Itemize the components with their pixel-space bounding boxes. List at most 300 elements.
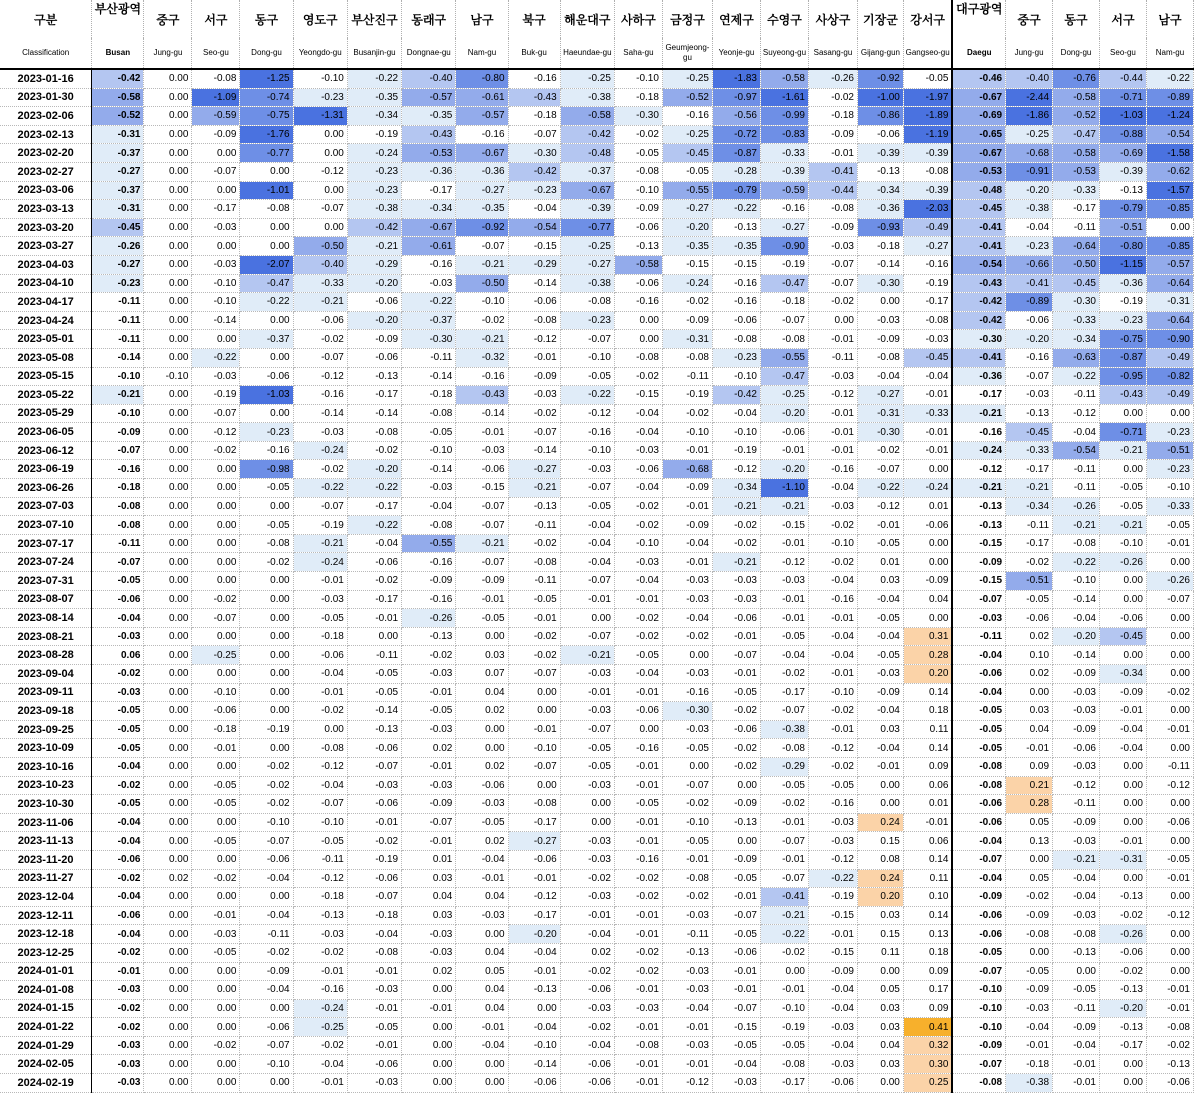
value-cell: -0.10 xyxy=(402,441,456,460)
value-cell: -0.09 xyxy=(952,1036,1005,1055)
value-cell: 0.00 xyxy=(1053,962,1100,981)
value-cell: -0.47 xyxy=(1053,125,1100,144)
value-cell: -0.13 xyxy=(1099,181,1146,200)
value-cell: 0.00 xyxy=(1146,888,1193,907)
value-cell: -0.12 xyxy=(192,423,240,442)
value-cell: -0.50 xyxy=(293,237,347,256)
value-cell: -0.12 xyxy=(293,162,347,181)
value-cell: 0.00 xyxy=(456,720,508,739)
table-row xyxy=(0,330,1194,349)
table-row xyxy=(0,906,1194,925)
date-cell: 2024-01-01 xyxy=(0,962,92,981)
value-cell: -0.02 xyxy=(560,1018,614,1037)
value-cell: -0.63 xyxy=(1053,348,1100,367)
value-cell: -0.10 xyxy=(614,69,662,88)
value-cell: -0.13 xyxy=(1099,1018,1146,1037)
value-cell: -0.06 xyxy=(614,460,662,479)
date-cell: 2023-04-10 xyxy=(0,274,92,293)
value-cell: -0.13 xyxy=(1146,1055,1193,1074)
value-cell: -0.02 xyxy=(293,702,347,721)
value-cell: -0.05 xyxy=(92,739,144,758)
value-cell: -0.01 xyxy=(347,1036,401,1055)
value-cell: -0.22 xyxy=(857,479,903,498)
value-cell: 0.00 xyxy=(144,572,192,591)
table-row xyxy=(0,1018,1194,1037)
value-cell: -0.19 xyxy=(760,1018,808,1037)
value-cell: 0.00 xyxy=(402,1055,456,1074)
value-cell: -0.12 xyxy=(560,404,614,423)
value-cell: 0.00 xyxy=(192,330,240,349)
value-cell: 0.00 xyxy=(1146,218,1193,237)
value-cell: -0.06 xyxy=(456,776,508,795)
table-row xyxy=(0,181,1194,200)
date-cell: 2023-10-16 xyxy=(0,757,92,776)
value-cell: -0.02 xyxy=(760,665,808,684)
value-cell: -0.04 xyxy=(903,367,952,386)
table-row xyxy=(0,534,1194,553)
value-cell: -0.07 xyxy=(293,795,347,814)
value-cell: -0.64 xyxy=(1146,311,1193,330)
value-cell: -0.01 xyxy=(712,888,760,907)
value-cell: -0.14 xyxy=(508,274,560,293)
value-cell: -0.05 xyxy=(662,739,712,758)
value-cell: -0.01 xyxy=(808,441,857,460)
value-cell: -0.18 xyxy=(293,627,347,646)
value-cell: 0.02 xyxy=(456,832,508,851)
value-cell: -0.19 xyxy=(903,274,952,293)
value-cell: -0.47 xyxy=(760,274,808,293)
value-cell: -0.76 xyxy=(1053,69,1100,88)
value-cell: 0.41 xyxy=(903,1018,952,1037)
value-cell: -0.54 xyxy=(1053,441,1100,460)
value-cell: -0.05 xyxy=(1099,497,1146,516)
table-row xyxy=(0,757,1194,776)
value-cell: -0.06 xyxy=(347,553,401,572)
value-cell: -0.92 xyxy=(456,218,508,237)
value-cell: -0.03 xyxy=(712,1074,760,1093)
table-row xyxy=(0,69,1194,88)
value-cell: -0.18 xyxy=(347,906,401,925)
value-cell: -0.03 xyxy=(560,702,614,721)
value-cell: 0.08 xyxy=(857,850,903,869)
value-cell: -0.67 xyxy=(952,144,1005,163)
value-cell: -0.15 xyxy=(614,386,662,405)
table-row xyxy=(0,293,1194,312)
value-cell: -0.07 xyxy=(952,850,1005,869)
value-cell: -1.89 xyxy=(903,107,952,126)
value-cell: -0.03 xyxy=(808,832,857,851)
date-cell: 2023-11-13 xyxy=(0,832,92,851)
value-cell: 0.00 xyxy=(192,181,240,200)
value-cell: 0.00 xyxy=(144,534,192,553)
value-cell: -0.04 xyxy=(614,572,662,591)
value-cell: -0.05 xyxy=(293,832,347,851)
value-cell: -0.01 xyxy=(402,757,456,776)
value-cell: -0.05 xyxy=(240,479,293,498)
value-cell: -1.00 xyxy=(857,88,903,107)
value-cell: -0.21 xyxy=(1006,479,1053,498)
value-cell: -0.01 xyxy=(903,441,952,460)
value-cell: 0.00 xyxy=(402,1074,456,1093)
value-cell: -0.85 xyxy=(1146,237,1193,256)
value-cell: -0.10 xyxy=(808,534,857,553)
value-cell: 0.00 xyxy=(144,88,192,107)
value-cell: 0.00 xyxy=(456,1055,508,1074)
value-cell: -0.07 xyxy=(560,572,614,591)
value-cell: -0.03 xyxy=(1053,906,1100,925)
value-cell: -1.76 xyxy=(240,125,293,144)
value-cell: -0.33 xyxy=(1053,181,1100,200)
date-cell: 2023-06-05 xyxy=(0,423,92,442)
value-cell: -0.03 xyxy=(857,665,903,684)
value-cell: -0.07 xyxy=(1146,590,1193,609)
value-cell: -0.18 xyxy=(92,479,144,498)
value-cell: -0.09 xyxy=(1099,683,1146,702)
value-cell: -0.23 xyxy=(293,88,347,107)
value-cell: -0.10 xyxy=(456,293,508,312)
value-cell: -0.01 xyxy=(808,423,857,442)
value-cell: -0.02 xyxy=(192,441,240,460)
value-cell: -0.79 xyxy=(1099,200,1146,219)
value-cell: -0.14 xyxy=(402,367,456,386)
value-cell: -1.83 xyxy=(712,69,760,88)
value-cell: 0.00 xyxy=(240,590,293,609)
value-cell: -0.03 xyxy=(1053,832,1100,851)
value-cell: -0.65 xyxy=(952,125,1005,144)
table-row xyxy=(0,200,1194,219)
value-cell: 0.00 xyxy=(1099,795,1146,814)
value-cell: -0.03 xyxy=(402,665,456,684)
value-cell: -0.16 xyxy=(903,255,952,274)
value-cell: -0.03 xyxy=(402,925,456,944)
value-cell: -0.05 xyxy=(192,776,240,795)
value-cell: -0.01 xyxy=(293,572,347,591)
value-cell: -0.17 xyxy=(1053,200,1100,219)
value-cell: -0.19 xyxy=(712,441,760,460)
value-cell: -0.04 xyxy=(92,888,144,907)
value-cell: -0.02 xyxy=(508,534,560,553)
value-cell: -0.07 xyxy=(347,888,401,907)
value-cell: -0.04 xyxy=(1053,423,1100,442)
value-cell: -0.08 xyxy=(560,293,614,312)
value-cell: 0.03 xyxy=(456,646,508,665)
value-cell: -0.13 xyxy=(712,813,760,832)
value-cell: -0.01 xyxy=(1099,832,1146,851)
value-cell: -1.25 xyxy=(240,69,293,88)
value-cell: -0.06 xyxy=(192,702,240,721)
value-cell: -0.03 xyxy=(560,850,614,869)
value-cell: -0.04 xyxy=(857,739,903,758)
value-cell: 0.00 xyxy=(240,572,293,591)
value-cell: -0.61 xyxy=(402,237,456,256)
header-region-ko: 해운대구 xyxy=(560,0,614,38)
value-cell: -0.19 xyxy=(808,888,857,907)
value-cell: 0.10 xyxy=(903,888,952,907)
value-cell: -0.41 xyxy=(760,888,808,907)
value-cell: -0.03 xyxy=(92,981,144,1000)
value-cell: -0.22 xyxy=(1053,553,1100,572)
value-cell: -0.38 xyxy=(1006,1074,1053,1093)
value-cell: -0.16 xyxy=(456,367,508,386)
value-cell: -0.16 xyxy=(92,460,144,479)
value-cell: -0.10 xyxy=(614,534,662,553)
value-cell: -0.17 xyxy=(402,181,456,200)
value-cell: -0.01 xyxy=(614,981,662,1000)
date-cell: 2023-11-27 xyxy=(0,869,92,888)
value-cell: -0.12 xyxy=(857,497,903,516)
date-cell: 2023-03-06 xyxy=(0,181,92,200)
value-cell: 0.05 xyxy=(456,962,508,981)
value-cell: -0.03 xyxy=(92,683,144,702)
value-cell: -0.58 xyxy=(92,88,144,107)
value-cell: -0.01 xyxy=(808,925,857,944)
value-cell: -0.01 xyxy=(712,665,760,684)
value-cell: -0.15 xyxy=(456,479,508,498)
value-cell: -0.02 xyxy=(92,1018,144,1037)
value-cell: -0.09 xyxy=(1053,1018,1100,1037)
value-cell: 0.00 xyxy=(1146,609,1193,628)
value-cell: -0.25 xyxy=(1006,125,1053,144)
value-cell: -0.12 xyxy=(712,460,760,479)
value-cell: -0.27 xyxy=(92,162,144,181)
value-cell: -0.39 xyxy=(857,144,903,163)
value-cell: 0.02 xyxy=(144,869,192,888)
value-cell: 0.00 xyxy=(144,739,192,758)
value-cell: -0.08 xyxy=(347,423,401,442)
value-cell: -0.25 xyxy=(293,1018,347,1037)
value-cell: -0.02 xyxy=(92,665,144,684)
value-cell: 0.00 xyxy=(144,776,192,795)
value-cell: -0.52 xyxy=(662,88,712,107)
value-cell: -0.29 xyxy=(508,255,560,274)
date-cell: 2023-04-03 xyxy=(0,255,92,274)
value-cell: -0.14 xyxy=(192,311,240,330)
value-cell: -0.30 xyxy=(857,274,903,293)
value-cell: -0.07 xyxy=(347,757,401,776)
value-cell: 0.00 xyxy=(857,1074,903,1093)
value-cell: -0.16 xyxy=(293,981,347,1000)
value-cell: 0.00 xyxy=(144,646,192,665)
value-cell: -0.02 xyxy=(1006,888,1053,907)
value-cell: -0.06 xyxy=(952,795,1005,814)
header-region-en: Yeongdo-gu xyxy=(293,38,347,69)
value-cell: -0.34 xyxy=(402,200,456,219)
value-cell: -0.22 xyxy=(712,200,760,219)
value-cell: 0.00 xyxy=(903,460,952,479)
value-cell: -0.01 xyxy=(560,590,614,609)
value-cell: -0.23 xyxy=(1146,423,1193,442)
value-cell: -0.57 xyxy=(402,88,456,107)
value-cell: -0.01 xyxy=(293,962,347,981)
value-cell: -0.08 xyxy=(760,739,808,758)
value-cell: -0.53 xyxy=(952,162,1005,181)
value-cell: 0.00 xyxy=(144,479,192,498)
value-cell: -0.12 xyxy=(952,460,1005,479)
value-cell: -0.53 xyxy=(1053,162,1100,181)
value-cell: -0.06 xyxy=(293,311,347,330)
value-cell: -0.01 xyxy=(760,609,808,628)
value-cell: 0.00 xyxy=(903,609,952,628)
date-cell: 2023-12-25 xyxy=(0,943,92,962)
value-cell: -0.89 xyxy=(1146,88,1193,107)
table-row xyxy=(0,869,1194,888)
value-cell: 0.05 xyxy=(1006,813,1053,832)
value-cell: -0.07 xyxy=(712,906,760,925)
value-cell: 0.00 xyxy=(1099,776,1146,795)
value-cell: -0.02 xyxy=(293,943,347,962)
value-cell: -0.06 xyxy=(347,739,401,758)
value-cell: -0.05 xyxy=(662,162,712,181)
value-cell: -0.08 xyxy=(508,795,560,814)
value-cell: -0.19 xyxy=(347,125,401,144)
value-cell: 0.00 xyxy=(192,553,240,572)
value-cell: -0.12 xyxy=(808,850,857,869)
value-cell: -0.05 xyxy=(92,720,144,739)
value-cell: 0.00 xyxy=(1099,590,1146,609)
value-cell: -0.34 xyxy=(1099,665,1146,684)
value-cell: 0.00 xyxy=(857,795,903,814)
value-cell: -0.01 xyxy=(293,683,347,702)
value-cell: -0.04 xyxy=(662,609,712,628)
value-cell: -0.09 xyxy=(712,850,760,869)
value-cell: -0.03 xyxy=(293,590,347,609)
value-cell: -0.04 xyxy=(560,1036,614,1055)
value-cell: -0.06 xyxy=(1006,311,1053,330)
value-cell: -0.11 xyxy=(92,534,144,553)
value-cell: 0.00 xyxy=(560,609,614,628)
value-cell: -0.37 xyxy=(92,181,144,200)
value-cell: -0.03 xyxy=(662,981,712,1000)
value-cell: -0.06 xyxy=(1146,1074,1193,1093)
date-cell: 2023-12-04 xyxy=(0,888,92,907)
value-cell: -0.04 xyxy=(456,850,508,869)
value-cell: -0.38 xyxy=(1006,200,1053,219)
value-cell: -0.10 xyxy=(662,423,712,442)
value-cell: -0.16 xyxy=(240,441,293,460)
value-cell: 0.00 xyxy=(293,125,347,144)
header-region-ko: 대구광역 xyxy=(952,0,1005,38)
value-cell: -0.07 xyxy=(456,237,508,256)
date-cell: 2023-10-09 xyxy=(0,739,92,758)
value-cell: 0.00 xyxy=(144,200,192,219)
value-cell: -0.67 xyxy=(402,218,456,237)
value-cell: -0.04 xyxy=(614,665,662,684)
value-cell: -0.05 xyxy=(192,832,240,851)
value-cell: -0.16 xyxy=(614,293,662,312)
value-cell: 0.00 xyxy=(240,237,293,256)
date-cell: 2023-11-06 xyxy=(0,813,92,832)
value-cell: -0.37 xyxy=(560,162,614,181)
value-cell: 0.00 xyxy=(144,1074,192,1093)
value-cell: -0.05 xyxy=(614,646,662,665)
value-cell: -0.90 xyxy=(1146,330,1193,349)
value-cell: -0.02 xyxy=(662,795,712,814)
value-cell: 0.00 xyxy=(1146,665,1193,684)
value-cell: 0.00 xyxy=(1006,943,1053,962)
header-classification-en: Classification xyxy=(0,38,92,69)
value-cell: -0.12 xyxy=(293,367,347,386)
value-cell: -0.30 xyxy=(402,330,456,349)
value-cell: -0.01 xyxy=(347,813,401,832)
value-cell: -0.11 xyxy=(1146,757,1193,776)
value-cell: -0.03 xyxy=(760,572,808,591)
value-cell: -0.17 xyxy=(347,386,401,405)
value-cell: -0.58 xyxy=(760,69,808,88)
value-cell: -0.03 xyxy=(560,665,614,684)
value-cell: -0.03 xyxy=(192,925,240,944)
value-cell: -0.17 xyxy=(760,1074,808,1093)
value-cell: 0.00 xyxy=(192,516,240,535)
value-cell: -0.10 xyxy=(952,999,1005,1018)
value-cell: -0.74 xyxy=(240,88,293,107)
value-cell: -0.18 xyxy=(808,107,857,126)
value-cell: 0.00 xyxy=(903,534,952,553)
value-cell: -0.02 xyxy=(662,888,712,907)
value-cell: -0.86 xyxy=(857,107,903,126)
value-cell: 0.00 xyxy=(857,776,903,795)
value-cell: -0.10 xyxy=(1053,572,1100,591)
value-cell: -0.05 xyxy=(240,516,293,535)
value-cell: 0.14 xyxy=(903,850,952,869)
value-cell: -0.01 xyxy=(662,441,712,460)
value-cell: -0.17 xyxy=(347,590,401,609)
value-cell: 0.00 xyxy=(1099,1074,1146,1093)
value-cell: -0.51 xyxy=(1146,441,1193,460)
value-cell: 0.24 xyxy=(857,813,903,832)
value-cell: -0.02 xyxy=(240,795,293,814)
value-cell: -0.30 xyxy=(857,423,903,442)
value-cell: -0.14 xyxy=(402,460,456,479)
value-cell: 0.00 xyxy=(192,813,240,832)
value-cell: 0.00 xyxy=(293,720,347,739)
value-cell: -0.71 xyxy=(1099,88,1146,107)
value-cell: -0.04 xyxy=(92,925,144,944)
value-cell: -0.27 xyxy=(662,200,712,219)
date-cell: 2023-09-04 xyxy=(0,665,92,684)
value-cell: -0.06 xyxy=(952,906,1005,925)
value-cell: -0.04 xyxy=(293,665,347,684)
value-cell: -0.05 xyxy=(712,683,760,702)
value-cell: -1.10 xyxy=(760,479,808,498)
value-cell: 0.00 xyxy=(508,702,560,721)
value-cell: -0.42 xyxy=(508,162,560,181)
value-cell: -0.08 xyxy=(508,553,560,572)
value-cell: 0.00 xyxy=(192,460,240,479)
value-cell: -0.01 xyxy=(662,1018,712,1037)
value-cell: -0.34 xyxy=(347,107,401,126)
value-cell: -0.01 xyxy=(614,757,662,776)
value-cell: -0.11 xyxy=(1053,999,1100,1018)
value-cell: -0.11 xyxy=(1053,386,1100,405)
value-cell: -0.11 xyxy=(92,330,144,349)
value-cell: 0.04 xyxy=(456,888,508,907)
value-cell: -0.04 xyxy=(808,981,857,1000)
value-cell: -0.03 xyxy=(712,572,760,591)
value-cell: -0.35 xyxy=(662,237,712,256)
value-cell: -0.17 xyxy=(508,906,560,925)
value-cell: 0.00 xyxy=(144,1055,192,1074)
header-region-en: Haeundae-gu xyxy=(560,38,614,69)
value-cell: -0.09 xyxy=(662,516,712,535)
value-cell: -0.02 xyxy=(760,943,808,962)
value-cell: -0.16 xyxy=(760,200,808,219)
table-body xyxy=(0,69,1194,1092)
value-cell: -0.03 xyxy=(662,962,712,981)
value-cell: -0.04 xyxy=(1053,888,1100,907)
value-cell: -0.11 xyxy=(1053,479,1100,498)
value-cell: 0.04 xyxy=(402,888,456,907)
value-cell: 0.00 xyxy=(1146,739,1193,758)
